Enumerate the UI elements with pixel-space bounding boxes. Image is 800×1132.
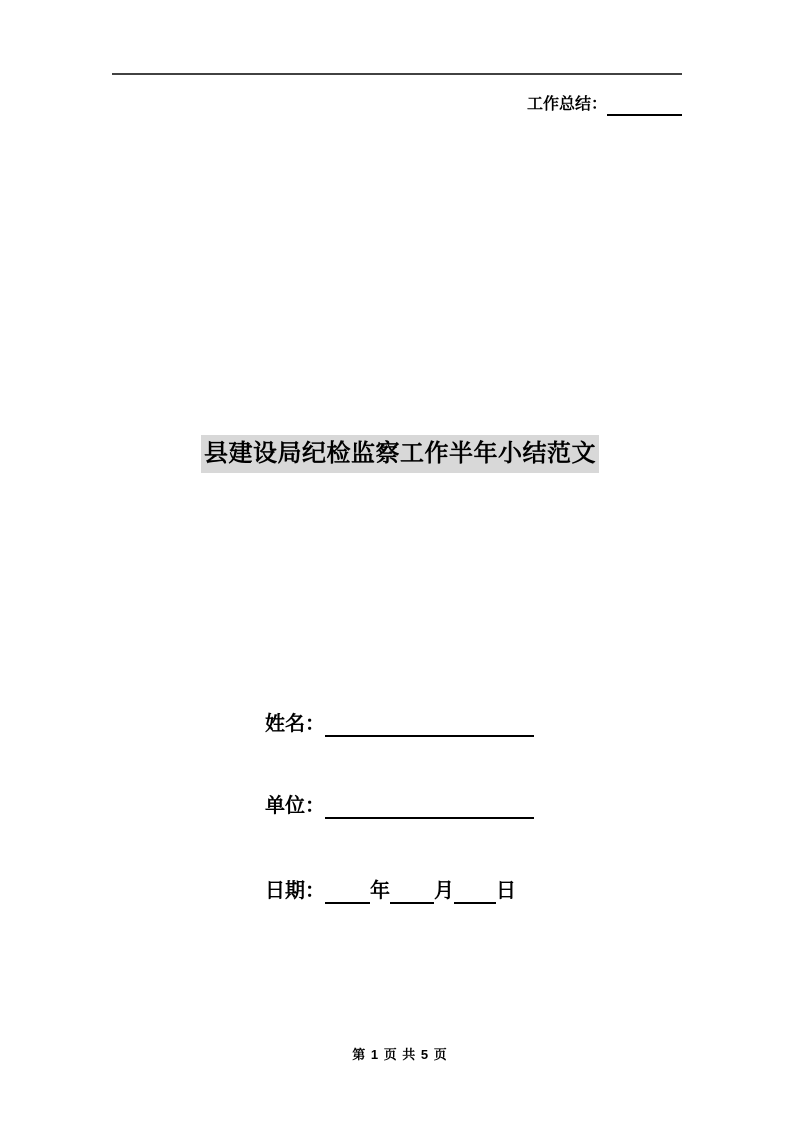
unit-label: 单位： [265,795,325,817]
title-container [0,435,800,473]
date-year-blank-line [325,878,370,904]
name-label: 姓名： [265,713,325,735]
date-month-suffix: 月 [434,880,454,902]
date-day-blank-line [454,878,496,904]
header-divider [112,73,682,75]
unit-field-row [265,793,534,819]
name-blank-line [325,711,534,737]
work-summary-label: 工作总结： [527,96,608,113]
date-day-suffix: 日 [496,880,516,902]
document-title: 县建设局纪检监察工作半年小结范文 [201,435,599,473]
date-field-row [265,878,516,904]
header-summary-row [527,94,682,116]
unit-blank-line [325,793,534,819]
date-year-suffix: 年 [370,880,390,902]
work-summary-blank-line [607,94,682,116]
date-label: 日期： [265,880,325,902]
page-number-footer: 第 1 页 共 5 页 [352,1047,448,1062]
date-month-blank-line [390,878,434,904]
name-field-row [265,711,534,737]
